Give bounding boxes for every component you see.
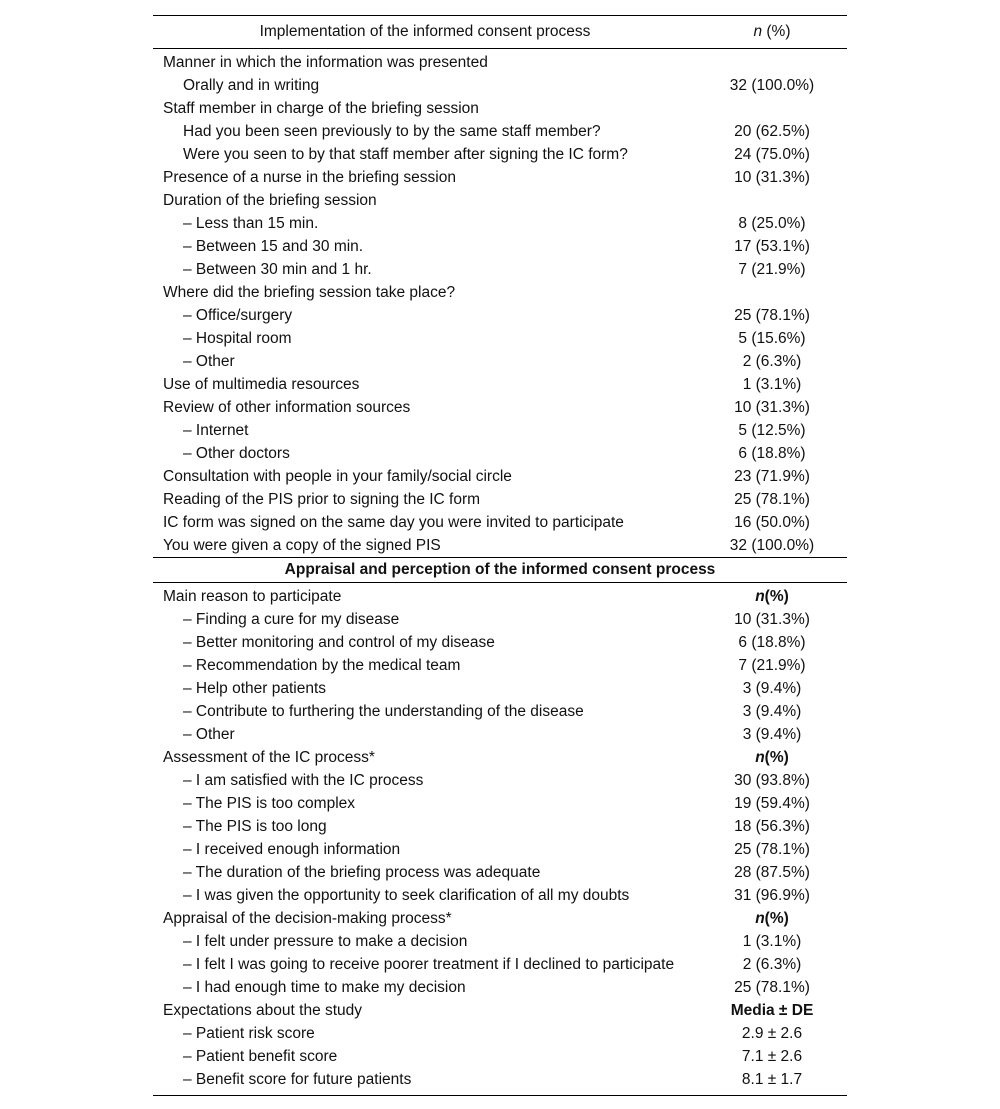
column-subheader-text: Media ± DE xyxy=(730,1002,814,1019)
table-row xyxy=(153,654,847,677)
header-n: n xyxy=(753,23,763,40)
table-row xyxy=(153,583,847,609)
row-value: 2 (6.3%) xyxy=(742,353,802,370)
row-value: 30 (93.8%) xyxy=(734,772,810,789)
table-row xyxy=(153,792,847,815)
table-row xyxy=(153,1045,847,1068)
row-value: 8 (25.0%) xyxy=(738,215,806,232)
table-row xyxy=(153,143,847,166)
row-label: – The duration of the briefing process was adequate xyxy=(183,864,541,881)
table-row xyxy=(153,838,847,861)
table-row xyxy=(153,442,847,465)
row-label: – Contribute to furthering the understanding of the disease xyxy=(183,703,584,720)
table-row xyxy=(153,166,847,189)
table-row xyxy=(153,861,847,884)
row-value: 10 (31.3%) xyxy=(734,611,810,628)
column-subheader-text: (%) xyxy=(764,910,789,927)
row-value: 18 (56.3%) xyxy=(734,818,810,835)
table-row xyxy=(153,930,847,953)
row-value xyxy=(697,999,847,1022)
row-value xyxy=(697,583,847,609)
row-value xyxy=(697,907,847,930)
row-value: 7 (21.9%) xyxy=(738,657,806,674)
table-row xyxy=(153,97,847,120)
table-row xyxy=(153,120,847,143)
table-row xyxy=(153,488,847,511)
row-value: 32 (100.0%) xyxy=(729,77,815,94)
row-label: – I was given the opportunity to seek clarification of all my doubts xyxy=(183,887,630,904)
row-label: – Other doctors xyxy=(183,445,290,462)
row-value: 25 (78.1%) xyxy=(734,979,810,996)
row-label: – Patient benefit score xyxy=(183,1048,338,1065)
row-label: Review of other information sources xyxy=(163,399,411,416)
row-value: 1 (3.1%) xyxy=(742,376,802,393)
table-row xyxy=(153,235,847,258)
row-label: Reading of the PIS prior to signing the IC form xyxy=(163,491,481,508)
table-row xyxy=(153,723,847,746)
table-row xyxy=(153,465,847,488)
row-value xyxy=(697,97,847,120)
row-label: Presence of a nurse in the briefing session xyxy=(163,169,456,186)
table-row xyxy=(153,281,847,304)
row-label: – I am satisfied with the IC process xyxy=(183,772,424,789)
table-row xyxy=(153,769,847,792)
row-label: – Hospital room xyxy=(183,330,292,347)
row-label: – The PIS is too complex xyxy=(183,795,356,812)
row-value: 25 (78.1%) xyxy=(734,307,810,324)
table-row xyxy=(153,907,847,930)
row-label: Expectations about the study xyxy=(163,1002,363,1019)
row-label: – Between 30 min and 1 hr. xyxy=(183,261,372,278)
row-value xyxy=(697,189,847,212)
table-row xyxy=(153,511,847,534)
table-row xyxy=(153,49,847,75)
row-label: Main reason to participate xyxy=(163,588,342,605)
row-value: 10 (31.3%) xyxy=(734,169,810,186)
row-label: Consultation with people in your family/social circle xyxy=(163,468,512,485)
row-value: 6 (18.8%) xyxy=(738,445,806,462)
table-row xyxy=(153,534,847,558)
row-value: 17 (53.1%) xyxy=(734,238,810,255)
row-label: – Better monitoring and control of my disease xyxy=(183,634,495,651)
table-row xyxy=(153,258,847,281)
row-label: – Finding a cure for my disease xyxy=(183,611,400,628)
table-row xyxy=(153,304,847,327)
row-value: 2 (6.3%) xyxy=(742,956,802,973)
row-label: – Recommendation by the medical team xyxy=(183,657,461,674)
table-row xyxy=(153,1022,847,1045)
row-label: Manner in which the information was presented xyxy=(163,54,488,71)
row-value: 8.1 ± 1.7 xyxy=(741,1071,803,1088)
row-label: Duration of the briefing session xyxy=(163,192,377,209)
row-value xyxy=(697,49,847,75)
column-subheader-text: (%) xyxy=(764,588,789,605)
row-label: Had you been seen previously to by the same staff member? xyxy=(183,123,601,140)
header-n-pct xyxy=(697,16,847,49)
table-row xyxy=(153,976,847,999)
row-value: 32 (100.0%) xyxy=(729,537,815,554)
section-title: Appraisal and perception of the informed consent process xyxy=(284,561,716,578)
row-value: 16 (50.0%) xyxy=(734,514,810,531)
row-label: – Office/surgery xyxy=(183,307,293,324)
row-label: Assessment of the IC process* xyxy=(163,749,375,766)
row-label: – I felt I was going to receive poorer treatment if I declined to participate xyxy=(183,956,675,973)
row-value: 1 (3.1%) xyxy=(742,933,802,950)
table-row xyxy=(153,327,847,350)
row-label: Appraisal of the decision-making process* xyxy=(163,910,452,927)
row-value xyxy=(697,281,847,304)
row-value: 28 (87.5%) xyxy=(734,864,810,881)
column-subheader-text: (%) xyxy=(764,749,789,766)
row-label: – I had enough time to make my decision xyxy=(183,979,466,996)
row-label: – Benefit score for future patients xyxy=(183,1071,412,1088)
row-value: 25 (78.1%) xyxy=(734,841,810,858)
table-row xyxy=(153,74,847,97)
table-body xyxy=(153,16,847,1096)
row-label: Use of multimedia resources xyxy=(163,376,360,393)
row-value: 20 (62.5%) xyxy=(734,123,810,140)
table-row xyxy=(153,373,847,396)
table-header-row xyxy=(153,16,847,49)
table-row xyxy=(153,350,847,373)
header-pct: (%) xyxy=(762,23,791,40)
row-value: 5 (15.6%) xyxy=(738,330,806,347)
row-value: 10 (31.3%) xyxy=(734,399,810,416)
table-row xyxy=(153,212,847,235)
row-value: 7.1 ± 2.6 xyxy=(741,1048,803,1065)
row-value: 23 (71.9%) xyxy=(734,468,810,485)
row-label: IC form was signed on the same day you were invited to participate xyxy=(163,514,624,531)
row-label: – Between 15 and 30 min. xyxy=(183,238,364,255)
column-subheader-n: n xyxy=(755,588,765,605)
row-value: 31 (96.9%) xyxy=(734,887,810,904)
row-label: You were given a copy of the signed PIS xyxy=(163,537,441,554)
table-row xyxy=(153,999,847,1022)
row-value: 6 (18.8%) xyxy=(738,634,806,651)
row-label: – Less than 15 min. xyxy=(183,215,319,232)
row-value: 3 (9.4%) xyxy=(742,703,802,720)
row-label: – Patient risk score xyxy=(183,1025,315,1042)
row-label: Orally and in writing xyxy=(183,77,320,94)
row-label: Where did the briefing session take place? xyxy=(163,284,456,301)
row-label: – I received enough information xyxy=(183,841,401,858)
row-label: – The PIS is too long xyxy=(183,818,327,835)
table-row xyxy=(153,608,847,631)
row-value: 3 (9.4%) xyxy=(742,726,802,743)
column-subheader-n: n xyxy=(755,749,765,766)
table-row xyxy=(153,746,847,769)
table-row xyxy=(153,677,847,700)
table-row xyxy=(153,419,847,442)
row-value: 7 (21.9%) xyxy=(738,261,806,278)
table-row xyxy=(153,631,847,654)
row-value: 19 (59.4%) xyxy=(734,795,810,812)
row-label: – Other xyxy=(183,353,235,370)
row-value: 2.9 ± 2.6 xyxy=(741,1025,803,1042)
consent-process-table xyxy=(153,15,847,1096)
row-label: – Internet xyxy=(183,422,249,439)
column-subheader-n: n xyxy=(755,910,765,927)
table-row xyxy=(153,700,847,723)
header-label: Implementation of the informed consent process xyxy=(259,23,591,40)
table-row xyxy=(153,396,847,419)
table-row xyxy=(153,953,847,976)
row-value: 24 (75.0%) xyxy=(734,146,810,163)
row-value: 25 (78.1%) xyxy=(734,491,810,508)
table-row xyxy=(153,189,847,212)
table-row xyxy=(153,884,847,907)
row-label: – Help other patients xyxy=(183,680,327,697)
row-value xyxy=(697,746,847,769)
row-value: 5 (12.5%) xyxy=(738,422,806,439)
row-label: – Other xyxy=(183,726,235,743)
table-row xyxy=(153,1068,847,1096)
row-label: Staff member in charge of the briefing session xyxy=(163,100,479,117)
table-row xyxy=(153,815,847,838)
row-label: Were you seen to by that staff member after signing the IC form? xyxy=(183,146,628,163)
row-label: – I felt under pressure to make a decision xyxy=(183,933,468,950)
section-header-row xyxy=(153,558,847,583)
row-value: 3 (9.4%) xyxy=(742,680,802,697)
